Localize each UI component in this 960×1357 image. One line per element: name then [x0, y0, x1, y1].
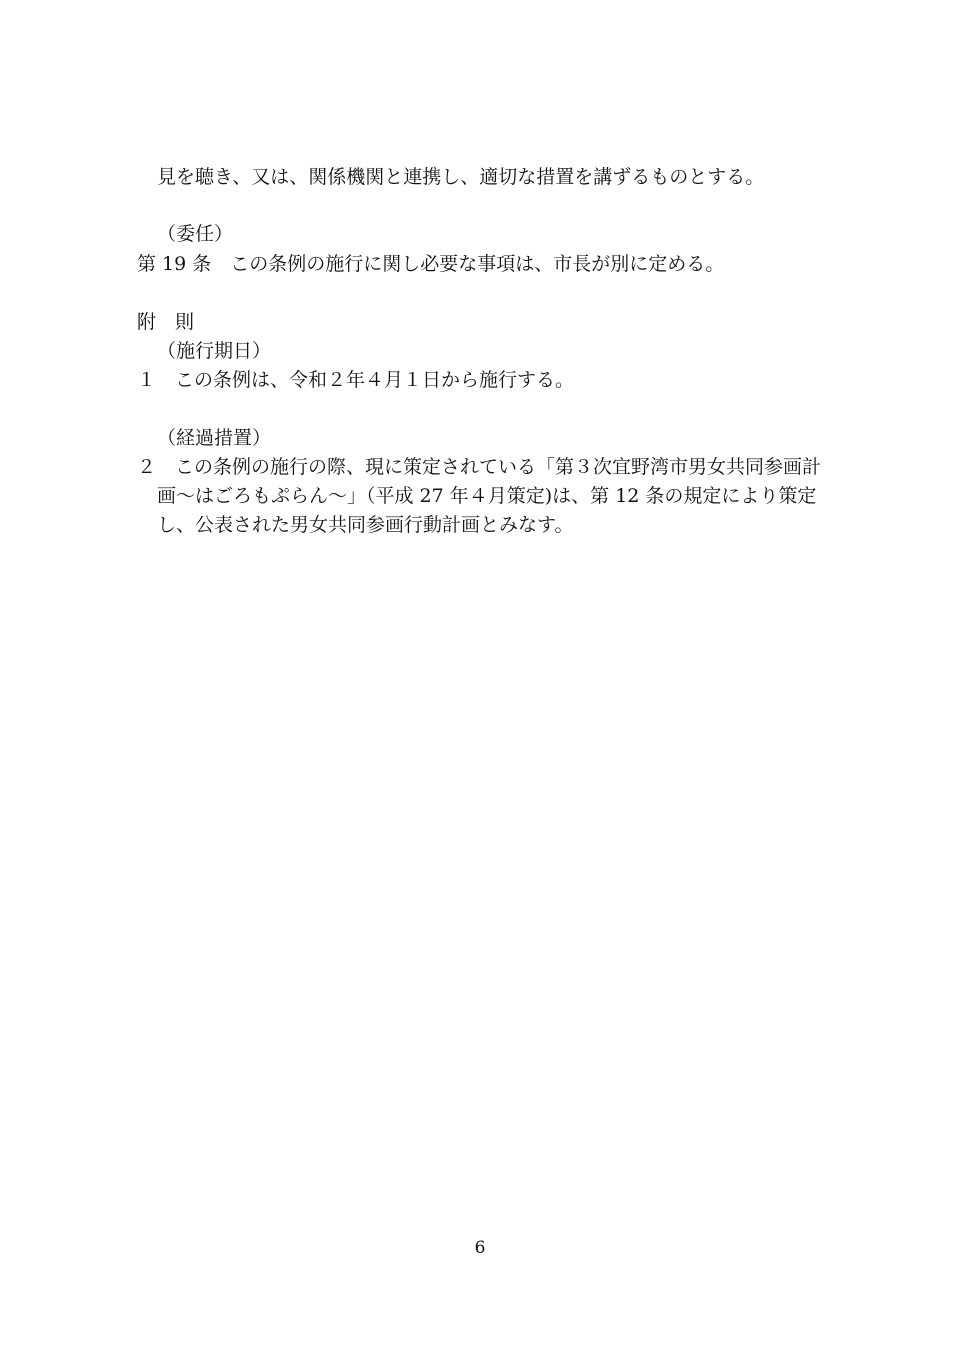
transitional-line-3: し、公表された男女共同参画行動計画とみなす。	[157, 514, 574, 536]
transitional-line-2: 画～はごろもぷらん～」（平成 27 年４月策定)は、第 12 条の規定により策定	[157, 485, 817, 507]
supplementary-heading: 附 則	[137, 311, 195, 333]
transitional-caption: （経過措置）	[157, 427, 272, 449]
transitional-line-1: ２ この条例の施行の際、現に策定されている「第３次宜野湾市男女共同参画計	[137, 456, 822, 478]
effective-date-text: １ この条例は、令和２年４月１日から施行する。	[137, 369, 575, 391]
continuation-line: 見を聴き、又は、関係機関と連携し、適切な措置を講ずるものとする。	[157, 166, 765, 188]
page-number: 6	[474, 1238, 486, 1258]
article-19-caption: （委任）	[157, 223, 234, 245]
effective-date-caption: （施行期日）	[157, 340, 272, 362]
article-19-text: 第 19 条 この条例の施行に関し必要な事項は、市長が別に定める。	[137, 253, 725, 275]
